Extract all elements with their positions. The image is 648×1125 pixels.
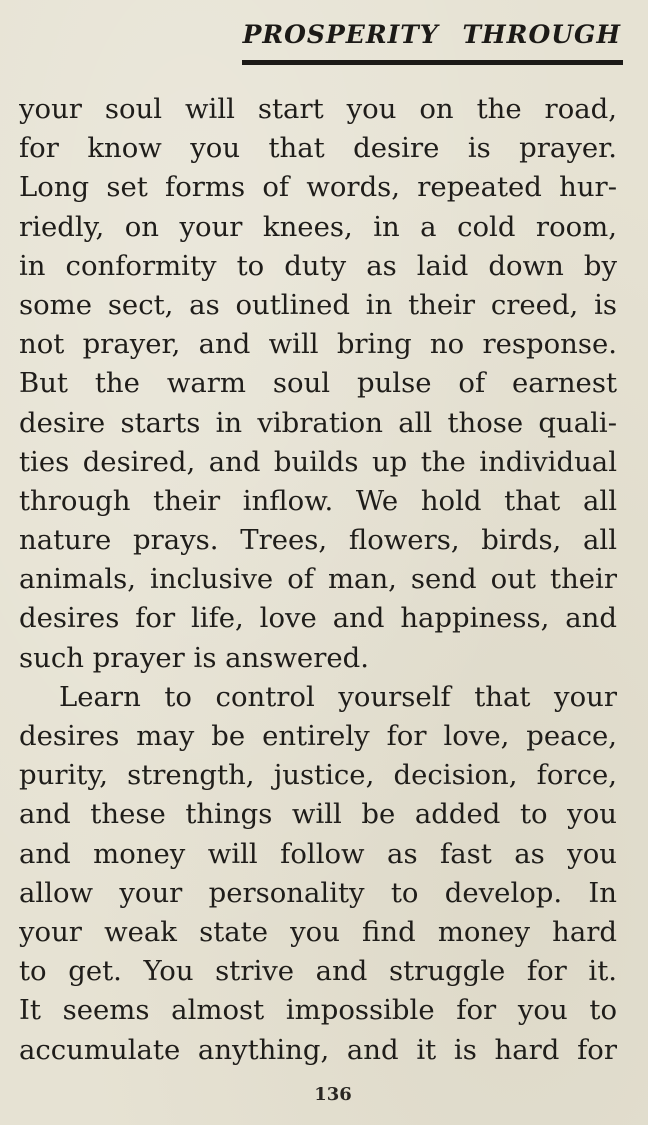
- text-line: It seems almost impossible for you to: [19, 994, 617, 1027]
- text-line: to get. You strive and struggle for it.: [19, 955, 617, 988]
- paragraph-2: [19, 678, 617, 1070]
- text-line: purity, strength, justice, decision, force,: [19, 759, 617, 792]
- text-line: Long set forms of words, repeated hur-: [19, 171, 617, 204]
- text-line: Learn to control yourself that your: [59, 680, 617, 713]
- text-line: and these things will be added to you: [19, 798, 617, 831]
- text-line: in conformity to duty as laid down by: [19, 249, 617, 282]
- text-line: desire starts in vibration all those quali-: [19, 406, 617, 439]
- header-rule: [242, 60, 623, 65]
- text-line: ties desired, and builds up the individual: [19, 445, 617, 478]
- text-line: But the warm soul pulse of earnest: [19, 367, 617, 400]
- text-line: desires may be entirely for love, peace,: [19, 720, 617, 752]
- text-line: such prayer is answered.: [19, 641, 369, 674]
- text-line: through their inflow. We hold that all: [19, 484, 617, 517]
- text-line: accumulate anything, and it is hard for: [19, 1033, 617, 1066]
- paragraph-1: [19, 90, 617, 678]
- text-line: allow your personality to develop. In: [19, 876, 617, 909]
- text-line: nature prays. Trees, flowers, birds, all: [19, 524, 617, 557]
- text-line: riedly, on your knees, in a cold room,: [19, 210, 617, 243]
- running-head-title: PROSPERITY THROUGH: [242, 20, 621, 49]
- text-line: your soul will start you on the road,: [19, 93, 617, 125]
- page-number: 136: [314, 1084, 352, 1105]
- text-line: not prayer, and will bring no response.: [19, 328, 617, 361]
- text-line: desires for life, love and happiness, and: [19, 602, 617, 635]
- text-line: your weak state you find money hard: [19, 915, 617, 948]
- text-line: for know you that desire is prayer.: [19, 132, 617, 165]
- text-line: and money will follow as fast as you: [19, 837, 617, 870]
- text-line: animals, inclusive of man, send out their: [19, 563, 617, 596]
- body-text: [19, 90, 617, 1070]
- text-line: some sect, as outlined in their creed, is: [19, 288, 617, 321]
